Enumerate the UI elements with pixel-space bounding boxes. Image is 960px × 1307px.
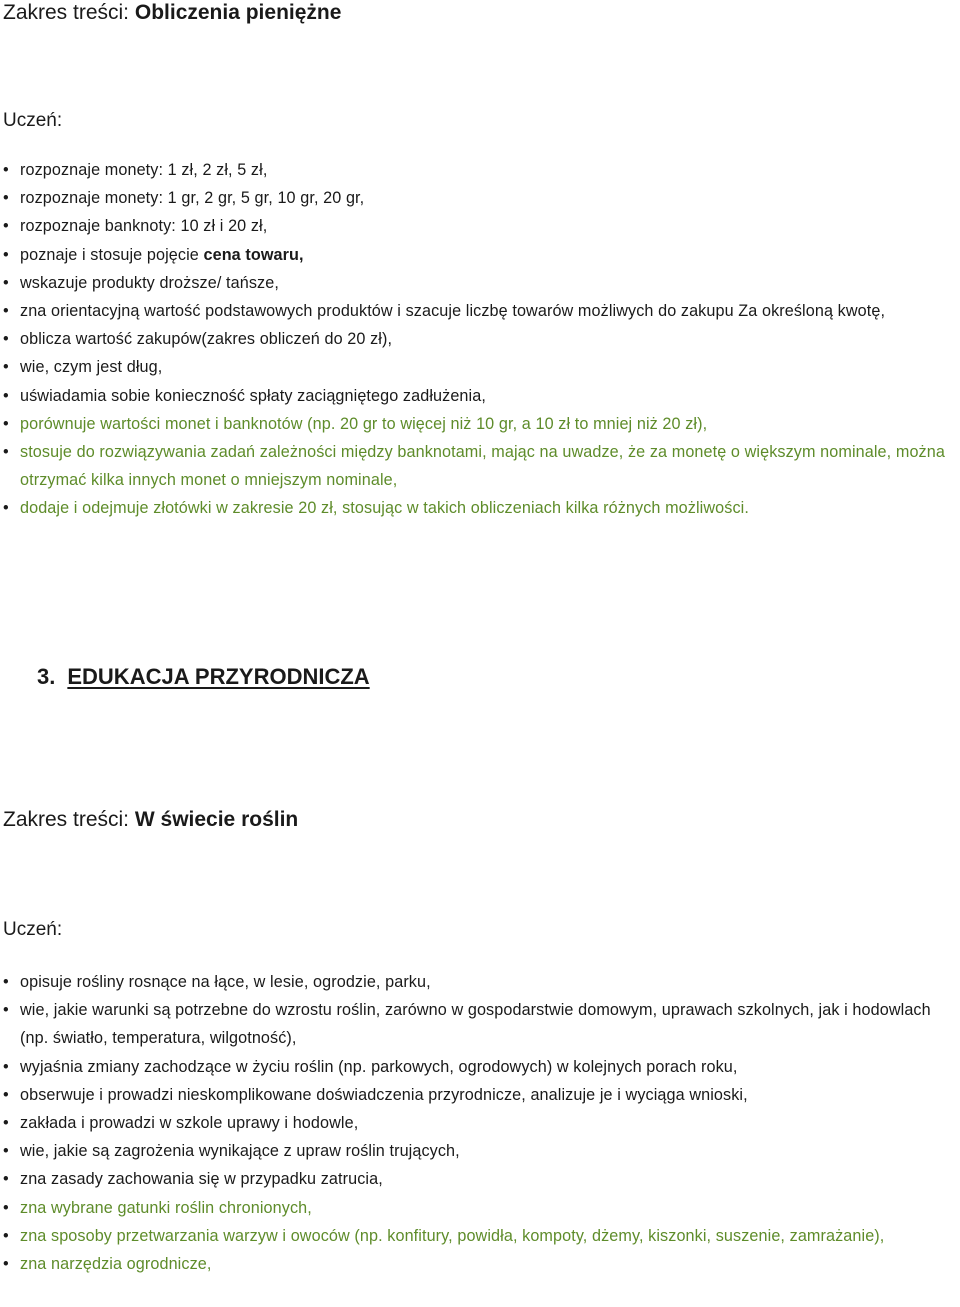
list-item-text: poznaje i stosuje pojęcie (20, 245, 204, 264)
list-item: • zna wybrane gatunki roślin chronionych, (0, 1194, 958, 1222)
list-item: • zakłada i prowadzi w szkole uprawy i hodowle, (0, 1109, 958, 1137)
list-item: • wskazuje produkty droższe/ tańsze, (0, 269, 958, 297)
list-item: • wie, czym jest dług, (0, 353, 958, 381)
list-item: • porównuje wartości monet i banknotów (np. 20 gr to więcej niż 10 gr, a 10 zł to mniej niż 20 zł), (0, 410, 958, 438)
list-item: • stosuje do rozwiązywania zadań zależności między banknotami, mając na uwadze, że za monetę o większym nominale, można otrzymać kilka innych monet o mniejszym nominale, (0, 438, 958, 494)
list-item: • rozpoznaje monety: 1 zł, 2 zł, 5 zł, (0, 156, 958, 184)
list-item: • wyjaśnia zmiany zachodzące w życiu roślin (np. parkowych, ogrodowych) w kolejnych porach roku, (0, 1053, 958, 1081)
section-heading-obliczenia (3, 0, 341, 26)
list-item: • opisuje rośliny rosnące na łące, w lesie, ogrodzie, parku, (0, 968, 958, 996)
section-number: 3. (37, 664, 56, 689)
skills-list-obliczenia (0, 156, 958, 523)
uczen-label: Uczeń: (3, 110, 63, 131)
list-item: • zna sposoby przetwarzania warzyw i owoców (np. konfitury, powidła, kompoty, dżemy, kiszonki, suszenie, zamrażanie), (0, 1222, 958, 1250)
list-item: • wie, jakie warunki są potrzebne do wzrostu roślin, zarówno w gospodarstwie domowym, uprawach szkolnych, jak i hodowlach (np. światło, temperatura, wilgotność), (0, 996, 958, 1052)
list-item: • obserwuje i prowadzi nieskomplikowane doświadczenia przyrodnicze, analizuje je i wyciąga wnioski, (0, 1081, 958, 1109)
list-item-bold-term: cena towaru, (203, 245, 304, 264)
list-item: • dodaje i odejmuje złotówki w zakresie 20 zł, stosując w takich obliczeniach kilka różnych możliwości. (0, 494, 958, 522)
list-item: • oblicza wartość zakupów(zakres obliczeń do 20 zł), (0, 325, 958, 353)
list-item: • rozpoznaje monety: 1 gr, 2 gr, 5 gr, 10 gr, 20 gr, (0, 184, 958, 212)
list-item (0, 241, 958, 269)
uczen-label: Uczeń: (3, 919, 63, 940)
list-item: • zna orientacyjną wartość podstawowych produktów i szacuje liczbę towarów możliwych do zakupu Za określoną kwotę, (0, 297, 958, 325)
section-title-edukacja-przyrodnicza (37, 663, 370, 691)
section-heading-w-swiecie-roslin (3, 807, 298, 833)
section-title-text: EDUKACJA PRZYRODNICZA (67, 664, 370, 689)
list-item: • wie, jakie są zagrożenia wynikające z upraw roślin trujących, (0, 1137, 958, 1165)
list-item: • zna zasady zachowania się w przypadku zatrucia, (0, 1165, 958, 1193)
list-item: • rozpoznaje banknoty: 10 zł i 20 zł, (0, 212, 958, 240)
skills-list-rosliny (0, 968, 958, 1278)
heading-title: W świecie roślin (134, 808, 299, 831)
heading-prefix: Zakres treści: (3, 808, 135, 831)
list-item: • zna narzędzia ogrodnicze, (0, 1250, 958, 1278)
heading-prefix: Zakres treści: (3, 1, 135, 24)
list-item: • uświadamia sobie konieczność spłaty zaciągniętego zadłużenia, (0, 382, 958, 410)
heading-title: Obliczenia pieniężne (134, 1, 342, 24)
